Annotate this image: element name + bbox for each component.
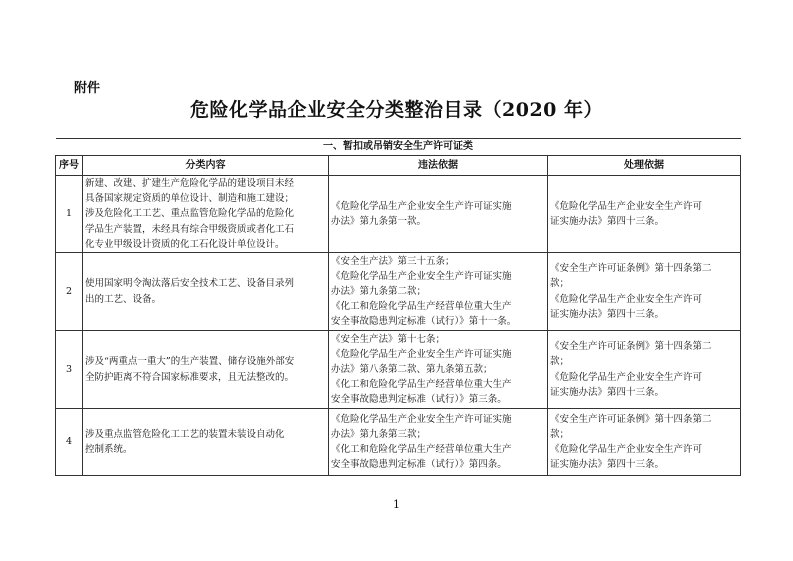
cell-line: 证实施办法》第四十三条。 [550,386,665,398]
row-number: 3 [56,331,83,409]
cell-line: 具备国家规定资质的单位设计、制造和施工建设； [85,193,295,205]
cell-line: 《化工和危险化学品生产经营单位重大生产 [331,444,512,456]
cell-line: 涉及危险化工工艺、重点监管危险化学品的危险化 [85,208,295,220]
cell-line: 《化工和危险化学品生产经营单位重大生产 [331,379,512,391]
cell-line: 安全事故隐患判定标准（试行）》第四条。 [331,459,507,471]
cell-line: 《危险化学品生产企业安全生产许可 [550,444,703,456]
cell-line: 新建、改建、扩建生产危险化学品的建设项目未经 [85,178,295,189]
header-row [56,156,741,176]
cell-line: 《安全生产许可证条例》第十四条第二 [550,263,712,275]
cell-line: 《危险化学品生产企业安全生产许可证实施 [331,200,512,212]
cell-line: 控制系统。 [85,444,133,456]
cell-line: 《危险化学品生产企业安全生产许可 [550,371,703,383]
table-row [56,409,741,476]
header-handling-basis: 处理依据 [548,156,741,176]
page-number: 1 [393,498,400,511]
cell-line: 全防护距离不符合国家标准要求，且无法整改的。 [85,371,295,383]
cell-line: 款； [550,428,570,440]
cell-line: 《安全生产许可证条例》第十四条第二 [550,413,712,425]
row-content [83,176,329,253]
cell-line: 《安全生产许可证条例》第十四条第二 [550,341,712,353]
row-number: 2 [56,253,83,331]
row-handling-basis [548,331,741,409]
cell-line: 《危险化学品生产企业安全生产许可 [550,200,703,212]
cell-line: 《安全生产法》第十七条； [331,333,446,345]
cell-line: 涉及重点监管危险化工工艺的装置未装设自动化 [85,428,285,440]
row-number: 4 [56,409,83,476]
table-row [56,331,741,409]
row-legal-basis [329,253,548,331]
cell-line: 款； [550,278,570,290]
cell-line: 出的工艺、设备。 [85,293,162,305]
cell-line: 使用国家明令淘汰落后安全技术工艺、设备目录列 [85,278,295,290]
rectification-table [55,138,741,476]
row-content [83,253,329,331]
page-title: 危险化学品企业安全分类整治目录（2020 年） [190,99,603,121]
cell-line: 《危险化学品生产企业安全生产许可证实施 [331,348,512,360]
cell-line: 办法》第九条第三款； [331,428,427,440]
row-legal-basis [329,176,548,253]
row-content [83,331,329,409]
cell-line: 《危险化学品生产企业安全生产许可证实施 [331,413,512,425]
header-content: 分类内容 [83,156,329,176]
cell-line: 学品生产装置，未经具有综合甲级资质或者化工石 [85,223,295,235]
cell-line: 证实施办法》第四十三条。 [550,459,665,471]
cell-line: 《危险化学品生产企业安全生产许可证实施 [331,270,512,282]
cell-line: 证实施办法》第四十三条。 [550,308,665,320]
cell-line: 办法》第九条第一款。 [331,216,427,227]
row-legal-basis [329,409,548,476]
table-row [56,253,741,331]
row-handling-basis [548,409,741,476]
cell-line: 证实施办法》第四十三条。 [550,216,665,227]
row-handling-basis [548,176,741,253]
cell-line: 款； [550,356,570,368]
row-content [83,409,329,476]
row-number: 1 [56,176,83,253]
header-legal-basis: 违法依据 [329,156,548,176]
section-title: 一、暂扣或吊销安全生产许可证类 [56,139,741,156]
cell-line: 办法》第九条第二款； [331,285,427,297]
cell-line: 《危险化学品生产企业安全生产许可 [550,293,703,305]
cell-line: 安全事故隐患判定标准（试行）》第三条。 [331,394,507,406]
row-handling-basis [548,253,741,331]
cell-line: 安全事故隐患判定标准（试行）》第十一条。 [331,316,517,328]
table-row [56,176,741,253]
cell-line: 化专业甲级设计资质的化工石化设计单位设计。 [85,238,285,250]
attachment-label: 附件 [74,81,101,96]
cell-line: 《安全生产法》第三十五条； [331,255,455,267]
cell-line: 《化工和危险化学品生产经营单位重大生产 [331,301,512,313]
cell-line: 涉及“两重点一重大”的生产装置、储存设施外部安 [85,356,295,368]
row-legal-basis [329,331,548,409]
cell-line: 办法》第八条第二款、第九条第五款； [331,363,493,375]
header-number: 序号 [56,156,83,176]
